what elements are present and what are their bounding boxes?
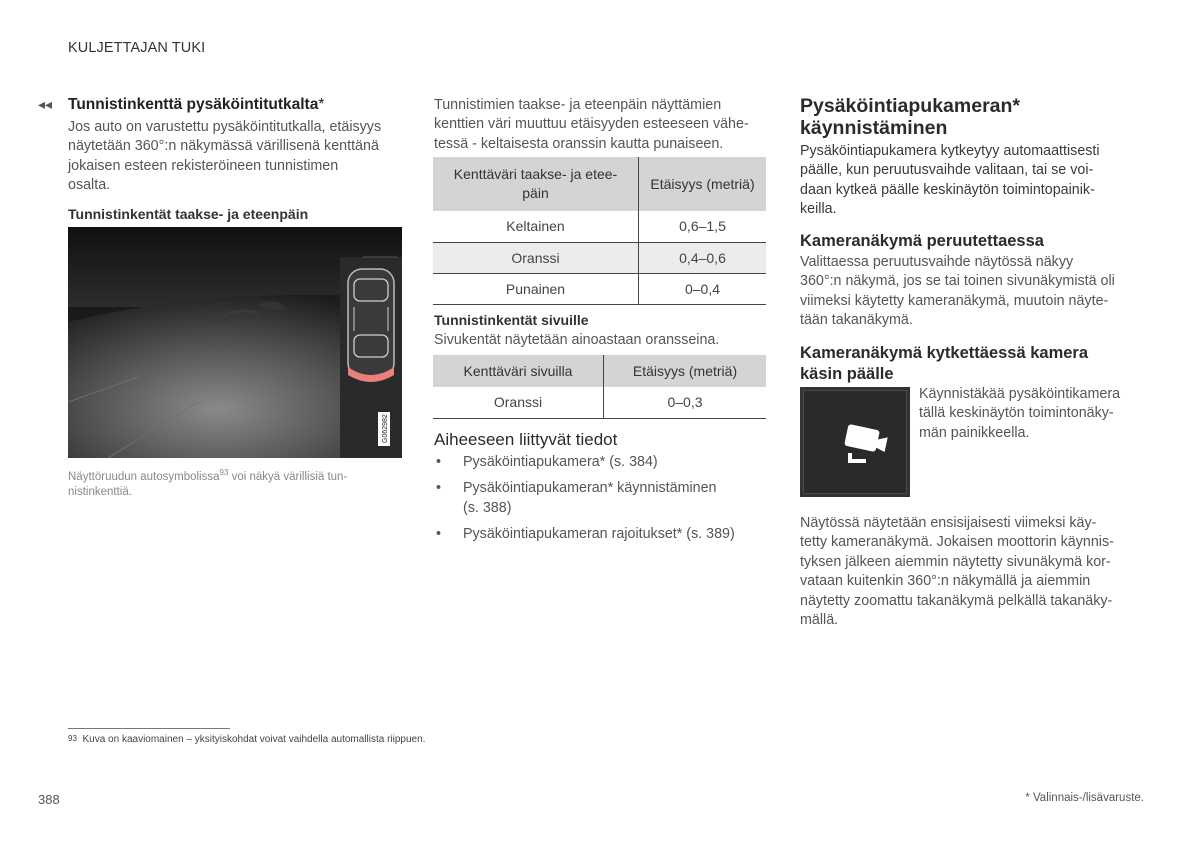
camera-start-paragraph: Pysäköintiapukamera kytkeytyy automaattisesti päälle, kun peruutusvaihde valitaan, tai se voi- daan kytkeä päälle keskinäytön toimintopainik- keilla. xyxy=(800,143,1100,218)
table-row: Punainen 0–0,4 xyxy=(433,273,766,304)
footnote: $^{93}$ Kuva on kaaviomainen – yksityiskohdat voivat vaihdella automallista riippuen. xyxy=(68,734,426,745)
optional-equipment-note: * Valinnais-/lisävaruste. xyxy=(1025,792,1144,804)
related-link[interactable]: • Pysäköintiapukameran* käynnistäminen (s. 388) xyxy=(436,480,717,516)
related-link[interactable]: • Pysäköintiapukameran rajoitukset* (s. 389) xyxy=(436,526,735,543)
camera-view-image xyxy=(68,227,402,458)
footnote-divider xyxy=(68,728,230,729)
related-links-list xyxy=(434,453,774,552)
back-chevron-icon[interactable]: ◂◂ xyxy=(38,96,53,112)
table-header: Kenttäväri taakse- ja etee- päin xyxy=(433,157,639,211)
side-fields-text: Sivukentät näytetään ainoastaan oransseina. xyxy=(434,332,720,348)
sensor-field-paragraph: Jos auto on varustettu pysäköintitutkalla, etäisyys näytetään 360°:n näkymässä värillisenä kenttänä jokaisen esteen rekisteröineen tunnistimen osalta. xyxy=(68,119,382,194)
camera-button[interactable] xyxy=(800,387,910,497)
table-header: Kenttäväri sivuilla xyxy=(433,355,604,387)
reverse-view-paragraph: Valittaessa peruutusvaihde näytössä näkyy 360°:n näkymä, jos se tai toinen sivunäkymistä oli viimeksi käytetty kameranäkymä, muutoin näyte- tään takanäkymä. xyxy=(800,254,1115,329)
manual-view-heading: Kameranäkymä kytkettäessä kamera käsin päälle xyxy=(800,344,1089,383)
table-row: Oranssi 0–0,3 xyxy=(433,387,766,418)
reverse-view-heading: Kameranäkymä peruutettaessa xyxy=(800,232,1044,250)
image-caption: Näyttöruudun autosymbolissa$^{93}$ voi näkyä värillisiä tun- nistinkenttiä. xyxy=(68,468,348,498)
camera-icon xyxy=(832,423,890,465)
side-distance-table xyxy=(433,355,766,419)
sensor-field-heading: Tunnistinkenttä pysäköintitutkalta* xyxy=(68,96,325,113)
table-header: Etäisyys (metriä) xyxy=(639,157,767,211)
button-description: Käynnistäkää pysäköintikamera tällä keskinäytön toimintonäky- män painikkeella. xyxy=(919,386,1121,441)
side-fields-heading: Tunnistinkentät sivuille xyxy=(434,312,589,328)
front-rear-distance-table xyxy=(433,157,766,305)
page-number: 388 xyxy=(38,792,60,807)
camera-start-title: Pysäköintiapukameran* käynnistäminen xyxy=(800,95,1021,139)
related-link[interactable]: • Pysäköintiapukamera* (s. 384) xyxy=(436,454,658,470)
front-rear-subheading: Tunnistinkentät taakse- ja eteenpäin xyxy=(68,206,309,222)
section-header: KULJETTAJAN TUKI xyxy=(68,40,206,56)
view-priority-paragraph: Näytössä näytetään ensisijaisesti viimeksi käy- tetty kameranäkymä. Jokaisen moottorin käynnis- tyksen jälkeen aiemmin näytetty sivunäkymä kor- vataan kuitenkin 360°:n näkymällä ja aiemmin näytetty zoomattu takanäkymä pelkällä takanäky- mällä. xyxy=(800,515,1114,629)
table-header: Etäisyys (metriä) xyxy=(604,355,767,387)
related-info-heading: Aiheeseen liittyvät tiedot xyxy=(434,430,618,449)
color-intro-paragraph: Tunnistimien taakse- ja eteenpäin näyttämien kenttien väri muuttuu etäisyyden esteeseen vähe- tessä - keltaisesta oranssin kautta punaiseen. xyxy=(434,97,749,152)
table-row: Oranssi 0,4–0,6 xyxy=(433,242,766,273)
image-code: G062982 xyxy=(382,414,389,443)
table-row: Keltainen 0,6–1,5 xyxy=(433,211,766,242)
